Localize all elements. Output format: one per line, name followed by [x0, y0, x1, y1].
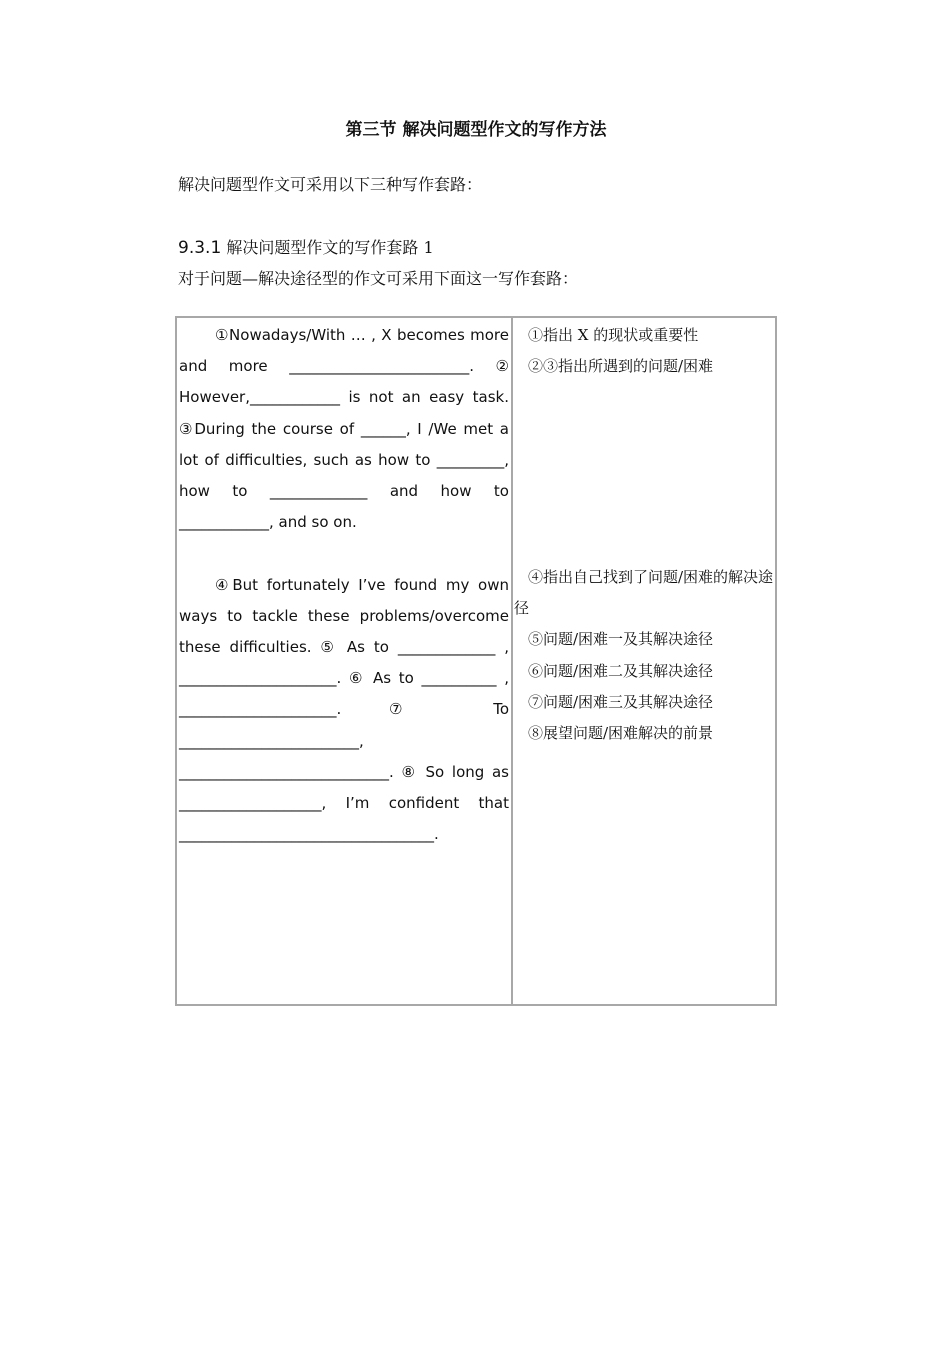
note-item: ⑤问题/困难一及其解决途径	[528, 630, 714, 649]
template-table	[175, 316, 777, 1006]
paragraph-gap	[179, 538, 509, 569]
indent-spacer	[179, 326, 215, 344]
notes-group-top	[514, 320, 776, 382]
template-paragraph-1-text: ①Nowadays/With … , X becomes more and more ________________________. ② However,____________ is not an easy task. ③During the course of ______, I /We met a lot of difficulties, such as how to _________, how to _____________ and how to ____________, and so on.	[179, 326, 509, 532]
note-item: ⑥问题/困难二及其解决途径	[528, 661, 714, 680]
intro-text: 解决问题型作文可采用以下三种写作套路：	[178, 175, 483, 194]
note-item: ①指出 X 的现状或重要性	[528, 326, 699, 344]
note-item: ④指出自己找到了问题/困难的解决途径	[514, 568, 774, 618]
template-paragraph-2-text: ④But fortunately I’ve found my own ways to tackle these problems/overcome these difficulties. ⑤ As to _____________ , _____________________. ⑥ As to __________ , _____________________. ⑦ To ________________________, ____________________________. ⑧ So long as ___________________, I’m confident that __________________________________.	[179, 575, 509, 844]
section-description: 对于问题—解决途径型的作文可采用下面这一写作套路：	[178, 269, 579, 288]
note-item: ②③指出所遇到的问题/困难	[528, 357, 714, 376]
notes-group-bottom	[514, 562, 776, 749]
section-number: 9.3.1	[178, 238, 222, 258]
column-divider	[511, 318, 513, 1004]
template-paragraph-1	[179, 320, 509, 538]
page-title: 第三节 解决问题型作文的写作方法	[345, 120, 607, 140]
template-paragraph-2	[179, 570, 509, 851]
template-column	[179, 320, 509, 850]
note-item: ⑧展望问题/困难解决的前景	[528, 724, 714, 743]
section-title: 解决问题型作文的写作套路 1	[226, 238, 434, 257]
section-heading	[178, 235, 434, 261]
note-item: ⑦问题/困难三及其解决途径	[528, 692, 714, 711]
indent-spacer	[179, 576, 215, 594]
